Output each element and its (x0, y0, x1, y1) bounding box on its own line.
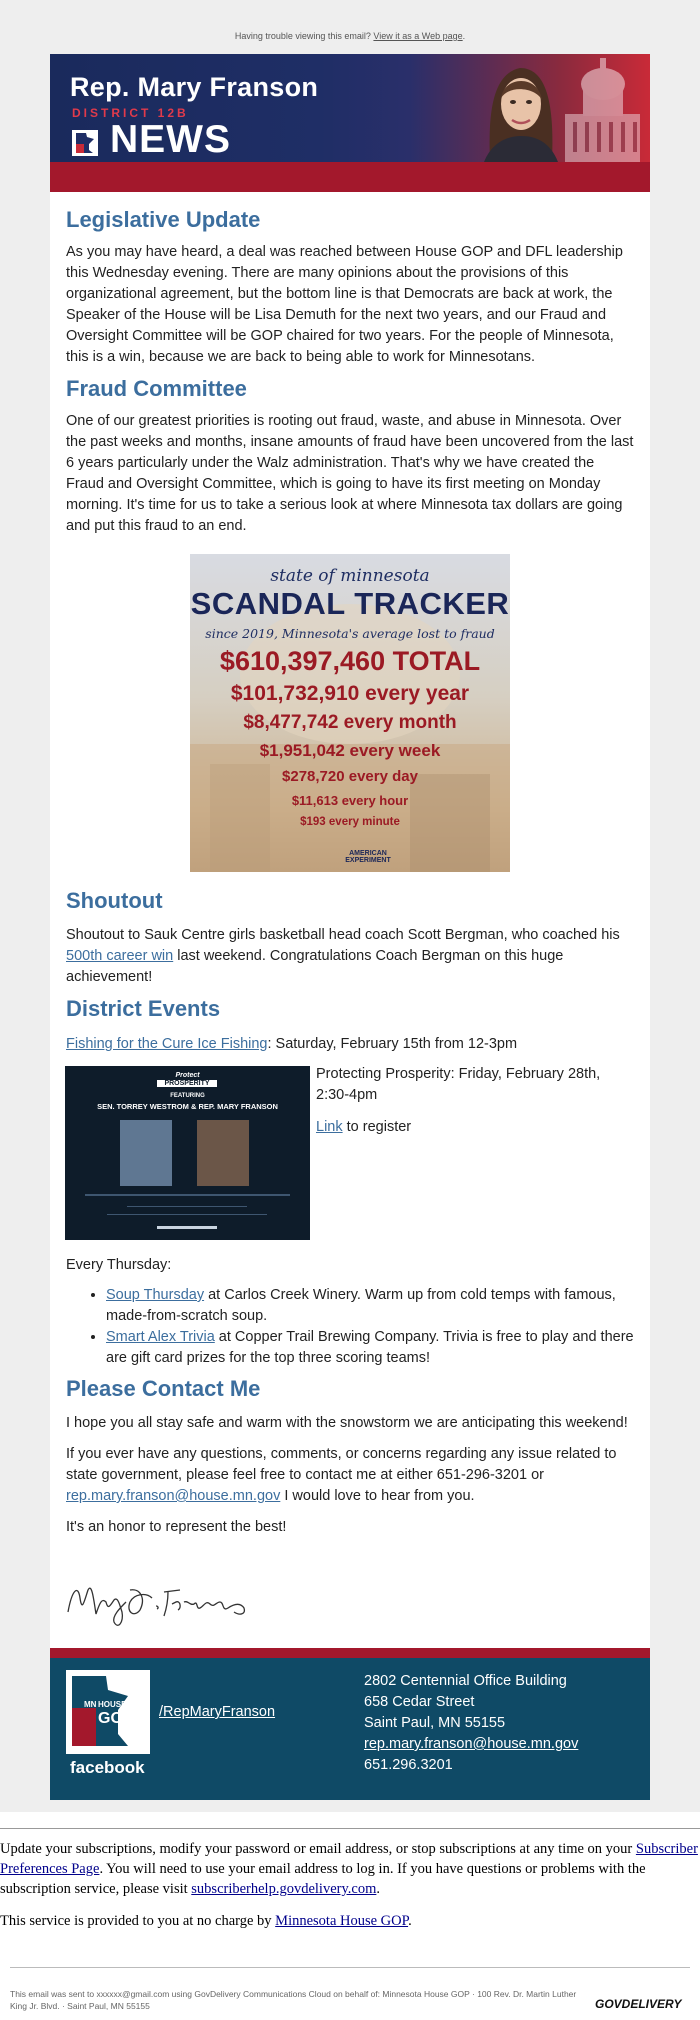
every-thursday-label: Every Thursday: (66, 1257, 172, 1273)
shoutout-section (66, 888, 634, 1055)
thursday-event-list (66, 1285, 640, 1369)
mn-house-gop-logo[interactable] (66, 1670, 150, 1754)
tracker-hour: $11,613 every hour (291, 793, 409, 808)
trouble-viewing-bar (0, 31, 700, 41)
tracker-title: SCANDAL TRACKER (190, 586, 510, 621)
subscription-text-1: Update your subscriptions, modify your password or email address, or stop subscriptions at any time on your (0, 1841, 636, 1857)
service-text-end: . (408, 1913, 412, 1929)
contact-email-link[interactable]: rep.mary.franson@house.mn.gov (66, 1488, 281, 1504)
flyer-featuring: FEATURING (170, 1093, 205, 1099)
view-as-webpage-link[interactable]: View it as a Web page (373, 31, 463, 41)
gop-logo-mn: MN (84, 1700, 97, 1709)
minnesota-state-icon (72, 130, 98, 156)
westrom-photo (120, 1120, 172, 1186)
flyer-detail-line (127, 1206, 247, 1207)
subscriber-preferences-link[interactable]: Subscriber Preferences Page (0, 1841, 698, 1877)
tracker-day: $278,720 every day (282, 768, 418, 785)
banner-name: Rep. Mary Franson (70, 72, 319, 102)
footer-red-stripe (50, 1648, 650, 1658)
minnesota-house-gop-link[interactable]: Minnesota House GOP (275, 1913, 409, 1929)
flyer-prosperity: PROSPERITY (157, 1080, 217, 1087)
flyer-names: SEN. TORREY WESTROM & REP. MARY FRANSON (97, 1102, 278, 1111)
gop-logo-house: HOUSE (98, 1700, 127, 1709)
prosperity-event (316, 1064, 634, 1138)
contact-text-3: It's an honor to represent the best! (66, 1519, 287, 1535)
trouble-viewing-text: Having trouble viewing this email? (234, 31, 371, 41)
address-line-1: 2802 Centennial Office Building (364, 1673, 567, 1689)
subscription-text-2: . You will need to use your email address to log in. If you have questions or problems with the subscription service, please visit (0, 1861, 646, 1897)
register-line (316, 1117, 634, 1138)
register-link[interactable]: Link (316, 1119, 343, 1135)
fishing-for-the-cure-link[interactable]: Fishing for the Cure Ice Fishing (66, 1036, 268, 1052)
contact-text-2 (66, 1444, 640, 1507)
header-banner (50, 54, 650, 192)
flyer-divider (85, 1194, 290, 1196)
list-item (106, 1285, 640, 1327)
footer-phone: 651.296.3201 (364, 1757, 453, 1773)
service-text-start: This service is provided to you at no charge by (0, 1913, 276, 1929)
fishing-event-line (66, 1034, 634, 1055)
contact-text-1: I hope you all stay safe and warm with the snowstorm we are anticipating this weekend! (66, 1415, 628, 1431)
footer-email-link[interactable]: rep.mary.franson@house.mn.gov (364, 1736, 579, 1752)
protect-prosperity-flyer (65, 1066, 310, 1240)
footer-panel (50, 1648, 650, 1800)
flyer-detail-line (107, 1214, 267, 1215)
govdelivery-logo[interactable]: GOVDELIVERY (595, 1997, 682, 2011)
contact-text-2-start: If you ever have any questions, comments, or concerns regarding any issue related to state government, please feel free to contact me at either 651-296-3201 or (66, 1446, 617, 1483)
please-contact-heading: Please Contact Me (66, 1376, 261, 1401)
subscription-text-3: . (376, 1881, 380, 1897)
tracker-total: $610,397,460 TOTAL (219, 646, 481, 676)
fraud-committee-text: One of our greatest priorities is rooting out fraud, waste, and abuse in Minnesota. Over the past weeks and months, insane amounts of fraud have been uncovered from the last 6 years particularly under the Walz administration. That's why we have created the Fraud and Oversight Committee, which is going to have its first meeting on Monday morning. It's time for us to take a serious look at where Minnesota tax dollars are going and put this fraud to an end. (66, 413, 634, 534)
register-text: to register (342, 1119, 412, 1135)
shoutout-text-end: last weekend. Congratulations Coach Bergman on this huge achievement! (66, 948, 564, 985)
address-line-3: Saint Paul, MN 55155 (364, 1715, 506, 1731)
legislative-update-text: As you may have heard, a deal was reached between House GOP and DFL leadership this Wednesday evening. There are many opinions about the provisions of this organizational agreement, but the bottom line is that Democrats are back at work, the Speaker of the House will be Lisa Demuth for the next two years, and our Fraud and Oversight Committee will be GOP chaired for two years. For the people of Minnesota, this is a win, because we are back to being able to work for Minnesotans. (66, 244, 623, 365)
newsletter-body (50, 207, 650, 537)
district-events-heading: District Events (66, 996, 221, 1021)
prosperity-event-text: Protecting Prosperity: Friday, February 28th, 2:30-4pm (316, 1066, 601, 1103)
subscription-info-text (0, 1839, 700, 1899)
legal-divider (0, 1828, 700, 1829)
facebook-label[interactable]: facebook (70, 1758, 145, 1777)
fine-print-text: This email was sent to xxxxxx@gmail.com using GovDelivery Communications Cloud on behalf of: Minnesota House GOP · 100 Rev. Dr. Martin Luther King Jr. Blvd. · Saint Paul, MN 55155 (10, 1989, 577, 2011)
flyer-brand-mark (157, 1226, 217, 1229)
scandal-tracker-graphic (190, 554, 510, 872)
banner-news: NEWS (110, 118, 231, 161)
tracker-minute: $193 every minute (300, 816, 400, 828)
thursday-events (66, 1255, 640, 1538)
office-address (364, 1671, 578, 1776)
franson-photo (197, 1120, 249, 1186)
smart-alex-trivia-text: at Copper Trail Brewing Company. Trivia is free to play and there are gift card prizes for the top three scoring teams! (106, 1329, 634, 1366)
legislative-update-heading: Legislative Update (66, 207, 261, 232)
tracker-line-state: state of minnesota (270, 566, 430, 586)
500th-career-win-link[interactable]: 500th career win (66, 948, 174, 964)
shoutout-heading: Shoutout (66, 888, 163, 913)
gop-logo-gop: GOP (98, 1710, 134, 1727)
subscription-footer (0, 1812, 700, 2020)
tracker-week: $1,951,042 every week (259, 741, 441, 760)
banner-red-stripe (50, 162, 650, 192)
address-line-2: 658 Cedar Street (364, 1694, 475, 1710)
american-experiment-logo: AMERICAN EXPERIMENT (345, 850, 391, 864)
service-provided-text (0, 1911, 700, 1931)
contact-text-2-end: I would love to hear from you. (280, 1488, 475, 1504)
rep-portrait-photo (470, 54, 570, 162)
list-item (106, 1327, 640, 1369)
fishing-event-details: : Saturday, February 15th from 12-3pm (267, 1036, 518, 1052)
soup-thursday-link[interactable]: Soup Thursday (106, 1287, 205, 1303)
signature-image (64, 1572, 254, 1632)
shoutout-text (66, 925, 634, 988)
tracker-month: $8,477,742 every month (243, 712, 457, 733)
trouble-viewing-end: . (462, 31, 466, 41)
fraud-committee-heading: Fraud Committee (66, 376, 247, 401)
subscriber-help-link[interactable]: subscriberhelp.govdelivery.com (191, 1881, 377, 1897)
smart-alex-trivia-link[interactable]: Smart Alex Trivia (106, 1329, 215, 1345)
tracker-year: $101,732,910 every year (230, 682, 470, 705)
banner-district: DISTRICT 12B (72, 106, 189, 120)
tracker-subtitle: since 2019, Minnesota's average lost to fraud (205, 626, 495, 641)
flyer-protect: Protect (175, 1072, 200, 1079)
fine-print-divider (10, 1967, 690, 1968)
soup-thursday-text: at Carlos Creek Winery. Warm up from cold temps with famous, made-from-scratch soup. (106, 1287, 616, 1324)
shoutout-text-start: Shoutout to Sauk Centre girls basketball head coach Scott Bergman, who coached his (66, 927, 620, 943)
facebook-handle-link[interactable]: /RepMaryFranson (159, 1704, 276, 1720)
